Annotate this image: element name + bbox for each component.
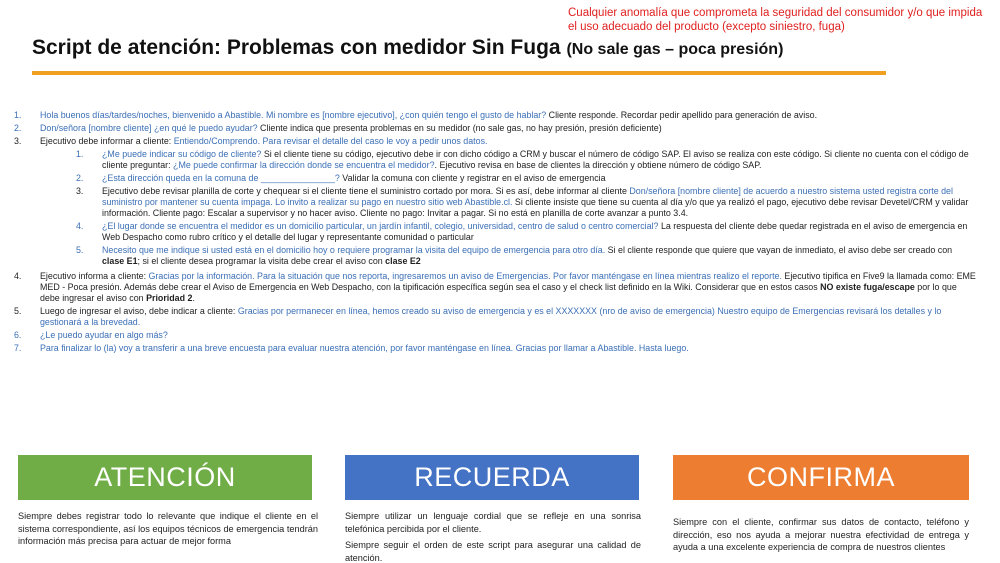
substep-number: 4.: [76, 221, 84, 232]
substep-spoken: ¿Me puede confirmar la dirección donde se encuentra el medidor?: [173, 159, 435, 170]
substep-note: Si el cliente tiene su código, ejecutivo debe ir con dicho código a CRM y buscar el número de código SAP. El aviso se realiza con este código. Si cliente no cuenta con el código de cliente preguntar:: [102, 149, 969, 170]
attention-text: [18, 510, 318, 548]
step-spoken: Don/señora [nombre cliente] ¿en qué le puedo ayudar?: [40, 123, 258, 134]
step-note: Ejecutivo debe informar a cliente:: [40, 136, 174, 147]
substep-note: ; si el cliente desea programar la visita debe crear el aviso con: [137, 255, 386, 266]
substep-spoken: ¿Esta dirección queda en la comuna de _______________?: [102, 173, 340, 184]
step-number: 2.: [14, 123, 22, 134]
substep-3-4: [40, 221, 976, 243]
step-note: .: [192, 293, 195, 304]
step-number: 1.: [14, 110, 22, 120]
substep-spoken: ¿Me puede indicar su código de cliente?: [102, 149, 262, 160]
step-note: Ejecutivo tipifica en Five9 la llamada como: EME MED - Poca presión. Además debe crear el Aviso de Emergencia en Web Despacho, con la tipificación específica según sea el caso y el check list definido en la Wiki. Considerar que en estos casos: [40, 271, 976, 293]
substep-class-e1: clase E1: [102, 255, 138, 266]
step-spoken: Entiendo/Comprendo. Para revisar el detalle del caso le voy a pedir unos datos.: [173, 136, 488, 147]
substep-3-2: [40, 173, 976, 184]
remember-paragraph-2: Siempre seguir el orden de este script para asegurar una calidad de atención.: [345, 540, 641, 563]
attention-banner: ATENCIÓN: [18, 455, 312, 500]
step-note: Cliente responde. Recordar pedir apellido para generación de aviso.: [546, 110, 818, 120]
substep-note: Si cliente insiste que tiene su cuenta al día y/o que ya realizó el pago, ejecutivo debe revisar Devetel/CRM y validar información. Cliente pago: Escalar a supervisor y no hacer aviso. Cliente no pago: Invitar a pagar. Si no está en planilla de corte avanzar a punto 3.4.: [102, 197, 969, 218]
step-note: Luego de ingresar el aviso, debe indicar a cliente:: [40, 306, 238, 317]
substep-number: 2.: [76, 173, 84, 184]
step-2: [14, 123, 976, 134]
step-no-leak: NO existe fuga/escape: [820, 282, 915, 293]
page-title-sub: (No sale gas – poca presión): [566, 41, 784, 58]
substep-spoken: ¿El lugar donde se encuentra el medidor es un domicilio particular, un jardín infantil, colegio, universidad, centro de salud o centro comercial?: [102, 221, 659, 232]
step-7: [14, 343, 976, 354]
remember-paragraph-1: Siempre utilizar un lenguaje cordial que se refleje en una sonrisa telefónica percibida por el cliente.: [345, 511, 641, 534]
substep-number: 1.: [76, 149, 84, 160]
step-note: Cliente indica que presenta problemas en su medidor (no sale gas, no hay presión, presión deficiente): [257, 123, 662, 134]
substep-note: Ejecutivo debe revisar planilla de corte y chequear si el cliente tiene el suministro cortado por mora. Si es así, debe informar al cliente: [102, 186, 630, 197]
step-spoken: Gracias por la información. Para la situación que nos reporta, ingresaremos un aviso de Emergencias. Por favor manténgase en línea mientras realizo el reporte.: [148, 271, 782, 282]
title-divider: [32, 71, 886, 75]
attention-paragraph: Siempre debes registrar todo lo relevante que indique el cliente en el sistema correspondiente, así los equipos técnicos de emergencia tendrán información más precisa para actuar de mejor forma: [18, 511, 318, 546]
substep-3-1: [40, 149, 976, 171]
step-6: [14, 330, 976, 341]
script-steps: [14, 110, 976, 357]
confirm-text: [673, 516, 969, 554]
substep-number: 3.: [76, 186, 84, 197]
step-number: 7.: [14, 343, 22, 354]
step-3: [14, 136, 976, 269]
substep-spoken: Necesito que me indique si usted está en el domicilio hoy o requiere programar la visita del equipo de emergencia para otro día.: [102, 245, 606, 256]
step-number: 4.: [14, 271, 22, 282]
substep-number: 5.: [76, 245, 84, 256]
safety-notice: Cualquier anomalía que comprometa la seguridad del consumidor y/o que impida el uso adecuado del producto (excepto siniestro, fuga): [568, 7, 983, 33]
step-3-substeps: [40, 149, 976, 267]
confirm-banner: CONFIRMA: [673, 455, 969, 500]
substep-note: La respuesta del cliente debe quedar registrada en el aviso de emergencia en Web Despacho como rubro crítico y el detalle del lugar y representante comunidad o particular: [102, 221, 968, 242]
substep-3-3: [40, 186, 976, 218]
step-note: por lo que debe ingresar el aviso con: [40, 282, 957, 304]
substep-note: Si el cliente responde que quiere que vayan de inmediato, el aviso debe ser creado con: [605, 245, 953, 256]
step-note: Ejecutivo informa a cliente:: [40, 271, 149, 282]
remember-text: [345, 510, 641, 563]
substep-3-5: [40, 245, 976, 267]
page-title: [32, 36, 783, 60]
substep-note: Validar la comuna con cliente y registrar en el aviso de emergencia: [339, 173, 606, 184]
step-number: 5.: [14, 306, 22, 317]
step-priority: Prioridad 2: [146, 293, 193, 304]
step-5: [14, 306, 976, 328]
substep-spoken: Don/señora [nombre cliente] de acuerdo a nuestro sistema usted registra corte del suministro por mantener su cuenta impaga. Lo invito a realizar su pago en nuestro sitio web Abastible.cl.: [102, 186, 953, 208]
step-4: [14, 271, 976, 303]
substep-note: . Ejecutivo revisa en base de clientes la dirección y obtiene número de código SAP.: [434, 159, 762, 170]
step-1: [14, 110, 976, 121]
step-number: 6.: [14, 330, 22, 341]
substep-class-e2: clase E2: [385, 255, 421, 266]
step-spoken: ¿Le puedo ayudar en algo más?: [40, 330, 168, 341]
page-title-main: Script de atención: Problemas con medidor Sin Fuga: [32, 36, 561, 59]
step-spoken: Hola buenos días/tardes/noches, bienvenido a Abastible. Mi nombre es [nombre ejecutivo], ¿con quién tengo el gusto de hablar?: [40, 110, 547, 120]
step-number: 3.: [14, 136, 22, 147]
step-spoken: Para finalizar lo (la) voy a transferir a una breve encuesta para evaluar nuestra atención, por favor manténgase en línea. Gracias por llamar a Abastible. Hasta luego.: [40, 343, 689, 354]
remember-banner: RECUERDA: [345, 455, 639, 500]
confirm-paragraph: Siempre con el cliente, confirmar sus datos de contacto, teléfono y dirección, eso nos ayuda a mejorar nuestra efectividad de entrega y ayuda a una excelente experiencia de compra de nuestros clientes: [673, 517, 969, 552]
step-spoken: Gracias por permanecer en línea, hemos creado su aviso de emergencia y es el XXXXXXX (nro de aviso de emergencia) Nuestro equipo de Emergencias revisará los detalles y lo gestionará a la brevedad.: [40, 306, 942, 328]
